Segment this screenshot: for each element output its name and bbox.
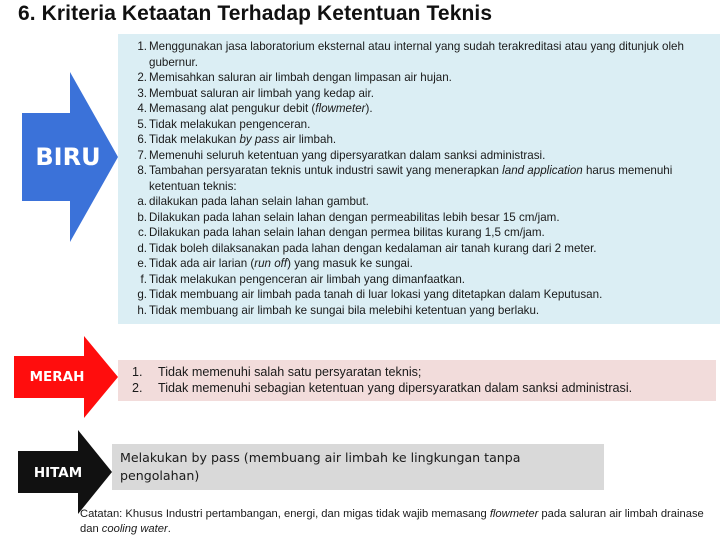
list-item-text [149, 87, 374, 100]
arrow-biru [22, 72, 118, 242]
list-marker: 7. [137, 148, 147, 162]
biru-criteria-item [128, 39, 716, 70]
list-item-text [149, 304, 539, 317]
list-item-text [149, 133, 336, 146]
arrow-biru-label: BIRU [35, 143, 101, 171]
arrow-hitam [18, 430, 112, 514]
text-run: Memasang alat pengukur debit ( [149, 102, 316, 115]
biru-criteria-item [128, 303, 716, 319]
merah-criteria-box [118, 360, 716, 401]
list-item-text [149, 273, 465, 286]
italic-term: land application [502, 164, 583, 177]
list-marker: a. [137, 195, 147, 208]
list-marker: g. [137, 288, 147, 301]
text-run: Dilakukan pada lahan selain lahan dengan permea bilitas kurang 1,5 cm/jam. [149, 226, 545, 239]
text-run: Memisahkan saluran air limbah dengan limpasan air hujan. [149, 71, 452, 84]
biru-criteria-item [128, 256, 716, 272]
list-marker: e. [137, 257, 147, 270]
list-item-text [149, 149, 545, 162]
italic-term: flowmeter [315, 102, 366, 115]
text-run: harus memenuhi ketentuan teknis: [149, 164, 673, 193]
list-item-text [149, 71, 452, 84]
list-item-text [149, 102, 373, 115]
list-marker: 2. [132, 380, 143, 395]
text-run: Menggunakan jasa laboratorium eksternal atau internal yang sudah terakreditasi atau yang ditunjuk oleh gubernur. [149, 40, 684, 69]
biru-criteria-item [128, 163, 716, 194]
list-marker: 3. [137, 86, 147, 100]
text-run: Tidak melakukan pengenceran. [149, 117, 311, 131]
list-item-text [149, 242, 597, 255]
biru-criteria-item [128, 148, 716, 164]
list-item-text [149, 211, 560, 224]
list-marker: 5. [137, 117, 147, 131]
list-item-text [149, 118, 310, 131]
arrow-merah-label: MERAH [29, 369, 85, 385]
list-marker: 8. [137, 164, 147, 177]
biru-criteria-item [128, 132, 716, 148]
text-run: Memenuhi seluruh ketentuan yang dipersyaratkan dalam sanksi administrasi. [149, 148, 546, 162]
italic-term: flowmeter [489, 508, 539, 520]
list-marker: c. [137, 226, 147, 239]
text-run: dilakukan pada lahan selain lahan gambut. [149, 195, 369, 208]
text-run: Tambahan persyaratan teknis untuk industri sawit yang menerapkan [149, 164, 503, 177]
hitam-criteria-text: Melakukan by pass (membuang air limbah ke lingkungan tanpa pengolahan) [120, 450, 521, 483]
list-item-text: Tidak memenuhi salah satu persyaratan teknis; [158, 365, 422, 379]
biru-criteria-item [128, 287, 716, 303]
text-run: Tidak melakukan pengenceran air limbah yang dimanfaatkan. [149, 272, 466, 286]
list-item-text: Tidak memenuhi sebagian ketentuan yang dipersyaratkan dalam sanksi administrasi. [158, 380, 633, 395]
text-run: pada saluran air limbah drainase dan [80, 508, 704, 535]
italic-term: run off [254, 257, 288, 270]
italic-term: by pass [239, 133, 280, 146]
list-item-text [149, 40, 684, 69]
text-run: Tidak ada air larian ( [149, 257, 255, 270]
biru-criteria-item [128, 241, 716, 257]
italic-term: cooling water [101, 522, 168, 535]
biru-criteria-item [128, 225, 716, 241]
biru-criteria-item [128, 210, 716, 226]
merah-criteria-item [132, 365, 712, 381]
list-marker: 2. [137, 71, 147, 84]
arrow-merah [14, 336, 118, 418]
biru-criteria-item [128, 117, 716, 133]
biru-criteria-list [128, 39, 716, 318]
text-run: Tidak boleh dilaksanakan pada lahan dengan kedalaman air tanah kurang dari 2 meter. [149, 241, 597, 255]
biru-criteria-box [118, 34, 720, 324]
list-marker: f. [140, 272, 147, 286]
text-run: ) yang masuk ke sungai. [287, 257, 413, 270]
merah-criteria-list [132, 365, 712, 396]
list-item-text [149, 257, 413, 270]
footnote [80, 507, 716, 536]
list-item-text [149, 195, 369, 208]
text-run: Dilakukan pada lahan selain lahan dengan permeabilitas lebih besar 15 cm/jam. [149, 210, 560, 224]
merah-criteria-item [132, 381, 712, 397]
list-marker: d. [137, 241, 147, 255]
list-item-text [149, 164, 672, 193]
list-marker: 4. [137, 102, 147, 115]
text-run: Tidak melakukan [149, 133, 240, 146]
biru-criteria-item [128, 70, 716, 86]
list-marker: 1. [132, 365, 143, 379]
list-marker: 1. [137, 40, 147, 53]
arrow-hitam-label: HITAM [33, 465, 83, 481]
text-run: . [167, 522, 171, 535]
list-marker: b. [137, 210, 147, 224]
biru-criteria-item [128, 86, 716, 102]
biru-criteria-item [128, 101, 716, 117]
text-run: Membuat saluran air limbah yang kedap air. [149, 86, 374, 100]
text-run: Catatan: Khusus Industri pertambangan, energi, dan migas tidak wajib memasang [80, 508, 490, 520]
text-run: ). [365, 102, 373, 115]
list-marker: 6. [137, 133, 147, 146]
list-item-text [149, 288, 602, 301]
biru-criteria-item [128, 272, 716, 288]
list-item-text [149, 226, 545, 239]
hitam-criteria-box [112, 444, 604, 490]
text-run: Tidak membuang air limbah ke sungai bila melebihi ketentuan yang berlaku. [149, 303, 540, 317]
text-run: Tidak membuang air limbah pada tanah di luar lokasi yang ditetapkan dalam Keputusan. [149, 288, 603, 301]
slide-title: 6. Kriteria Ketaatan Terhadap Ketentuan Teknis [18, 2, 493, 25]
biru-criteria-item [128, 194, 716, 210]
list-marker: h. [137, 303, 147, 317]
text-run: air limbah. [279, 133, 337, 146]
